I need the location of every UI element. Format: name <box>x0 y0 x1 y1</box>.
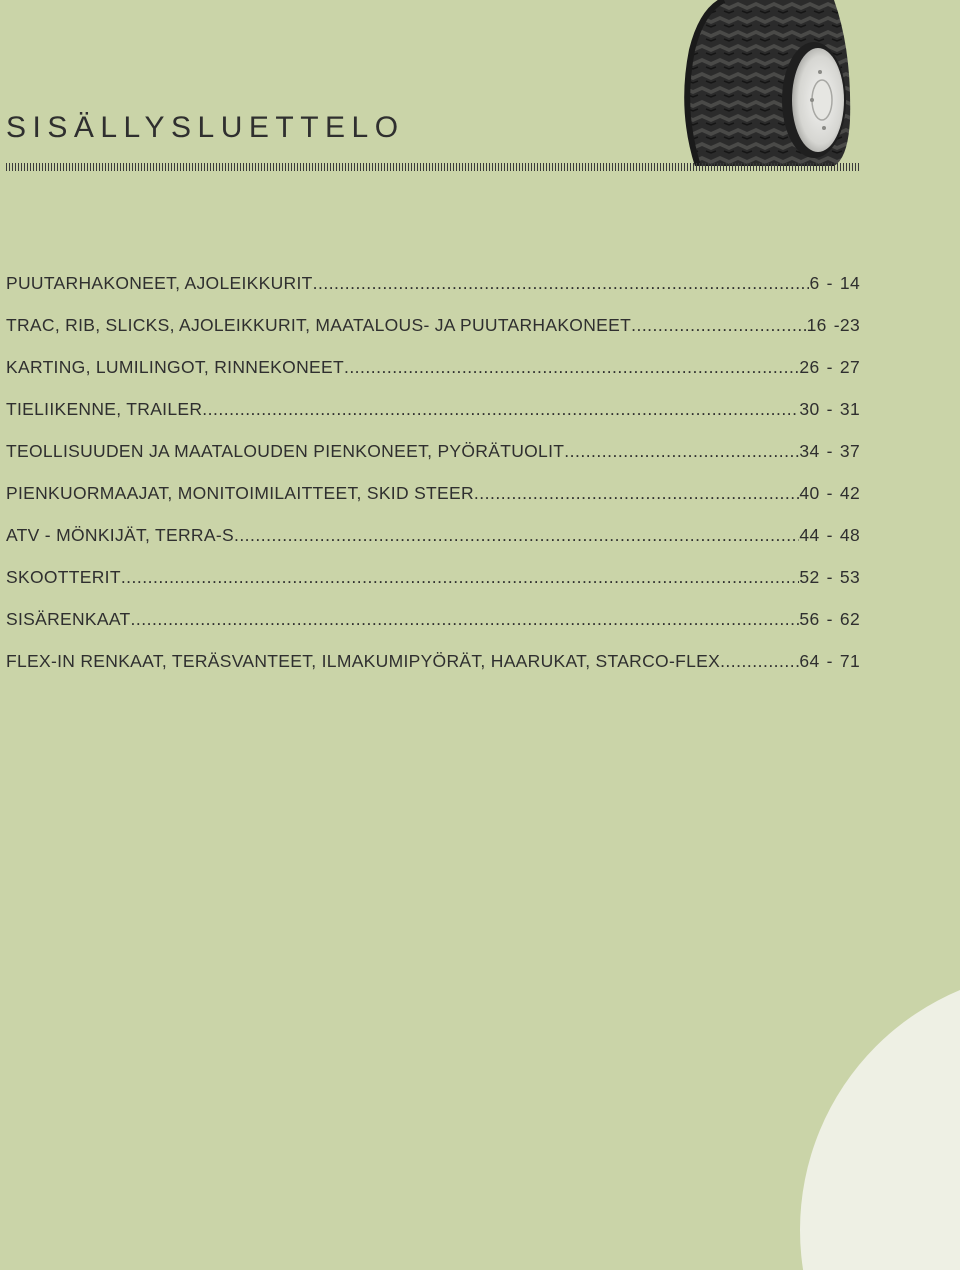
toc-leader-dots <box>474 480 799 506</box>
toc-leader-dots <box>202 396 799 422</box>
toc-entry-pages: 64 - 71 <box>799 651 860 671</box>
toc-entry-label: KARTING, LUMILINGOT, RINNEKONEET <box>6 357 344 377</box>
toc-entry-pages: 30 - 31 <box>799 399 860 419</box>
toc-leader-dots <box>234 522 799 548</box>
toc-entry-label: PIENKUORMAAJAT, MONITOIMILAITTEET, SKID STEER <box>6 483 474 503</box>
toc-entry <box>6 522 860 564</box>
toc-entry <box>6 564 860 606</box>
toc-entry <box>6 354 860 396</box>
page-title: SISÄLLYSLUETTELO <box>6 111 405 144</box>
table-of-contents <box>6 270 860 690</box>
toc-entry-pages: 56 - 62 <box>799 609 860 629</box>
toc-leader-dots <box>313 270 810 296</box>
toc-entry <box>6 648 860 690</box>
toc-entry-pages: 52 - 53 <box>799 567 860 587</box>
toc-entry-label: SKOOTTERIT <box>6 567 121 587</box>
toc-entry <box>6 396 860 438</box>
toc-leader-dots <box>564 438 799 464</box>
toc-entry <box>6 606 860 648</box>
toc-leader-dots <box>121 564 800 590</box>
toc-entry-pages: 6 - 14 <box>809 273 860 293</box>
toc-entry-pages: 34 - 37 <box>799 441 860 461</box>
toc-leader-dots <box>344 354 799 380</box>
toc-entry <box>6 312 860 354</box>
toc-entry-label: ATV - MÖNKIJÄT, TERRA-S <box>6 525 234 545</box>
toc-leader-dots <box>631 312 806 338</box>
toc-entry-label: TIELIIKENNE, TRAILER <box>6 399 203 419</box>
toc-leader-dots <box>131 606 800 632</box>
toc-entry-pages: 16 -23 <box>806 315 860 335</box>
title-divider <box>6 163 860 171</box>
toc-entry-label: SISÄRENKAAT <box>6 609 131 629</box>
toc-entry <box>6 480 860 522</box>
toc-entry-pages: 26 - 27 <box>799 357 860 377</box>
toc-entry-label: PUUTARHAKONEET, AJOLEIKKURIT <box>6 273 313 293</box>
toc-entry <box>6 438 860 480</box>
toc-entry-label: TEOLLISUUDEN JA MAATALOUDEN PIENKONEET, PYÖRÄTUOLIT <box>6 441 565 461</box>
toc-entry-label: TRAC, RIB, SLICKS, AJOLEIKKURIT, MAATALOUS- JA PUUTARHAKONEET <box>6 315 632 335</box>
tire-image <box>684 0 852 166</box>
toc-entry-pages: 44 - 48 <box>799 525 860 545</box>
toc-entry-pages: 40 - 42 <box>799 483 860 503</box>
toc-entry <box>6 270 860 312</box>
toc-entry-label: FLEX-IN RENKAAT, TERÄSVANTEET, ILMAKUMIPYÖRÄT, HAARUKAT, STARCO-FLEX <box>6 651 721 671</box>
toc-leader-dots <box>720 648 799 674</box>
